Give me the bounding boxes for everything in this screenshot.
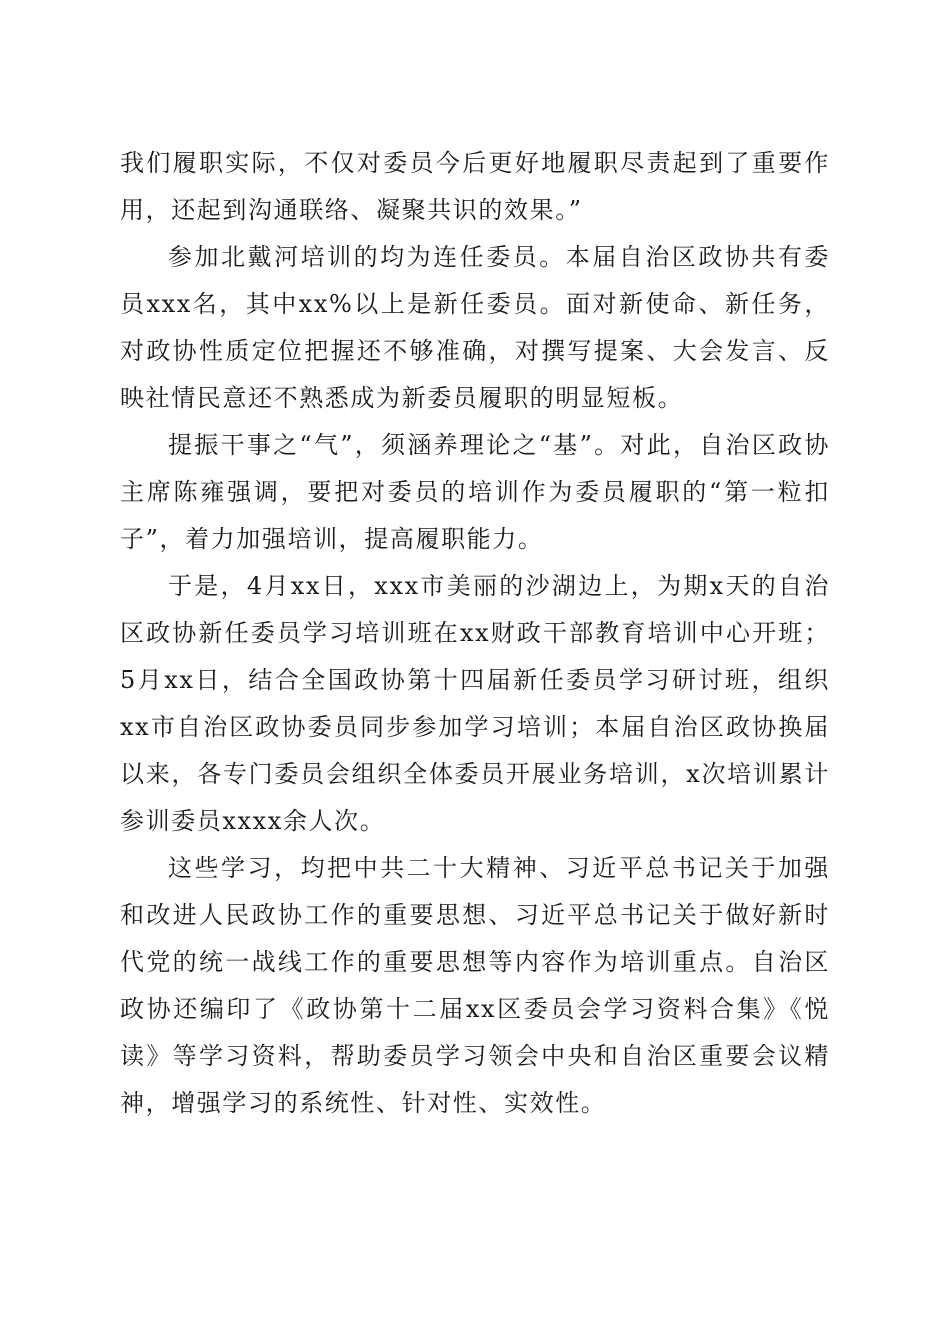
paragraph-continuation: 我们履职实际，不仅对委员今后更好地履职尽责起到了重要作用，还起到沟通联络、凝聚共识的效果。” — [120, 149, 830, 224]
paragraph-theory-foundation: 提振干事之“气”，须涵养理论之“基”。对此，自治区政协主席陈雍强调，要把对委员的培训作为委员履职的“第一粒扣子”，着力加强培训，提高履职能力。 — [120, 431, 830, 553]
document-body — [120, 140, 830, 1127]
paragraph-training-sessions: 于是，4月xx日，xxx市美丽的沙湖边上，为期x天的自治区政协新任委员学习培训班在xx财政干部教育培训中心开班；5月xx日，结合全国政协第十四届新任委员学习研讨班，组织xx市自治区政协委员同步参加学习培训；本届自治区政协换届以来，各专门委员会组织全体委员开展业务培训，x次培训累计参训委员xxxx余人次。 — [120, 572, 830, 835]
paragraph-beidaihe-training: 参加北戴河培训的均为连任委员。本届自治区政协共有委员xxx名，其中xx%以上是新任委员。面对新使命、新任务，对政协性质定位把握还不够准确，对撰写提案、大会发言、反映社情民意还不熟悉成为新委员履职的明显短板。 — [120, 243, 830, 412]
paragraph-learning-focus: 这些学习，均把中共二十大精神、习近平总书记关于加强和改进人民政协工作的重要思想、习近平总书记关于做好新时代党的统一战线工作的重要思想等内容作为培训重点。自治区政协还编印了《政协第十二届xx区委员会学习资料合集》《悦读》等学习资料，帮助委员学习领会中央和自治区重要会议精神，增强学习的系统性、针对性、实效性。 — [120, 854, 830, 1117]
